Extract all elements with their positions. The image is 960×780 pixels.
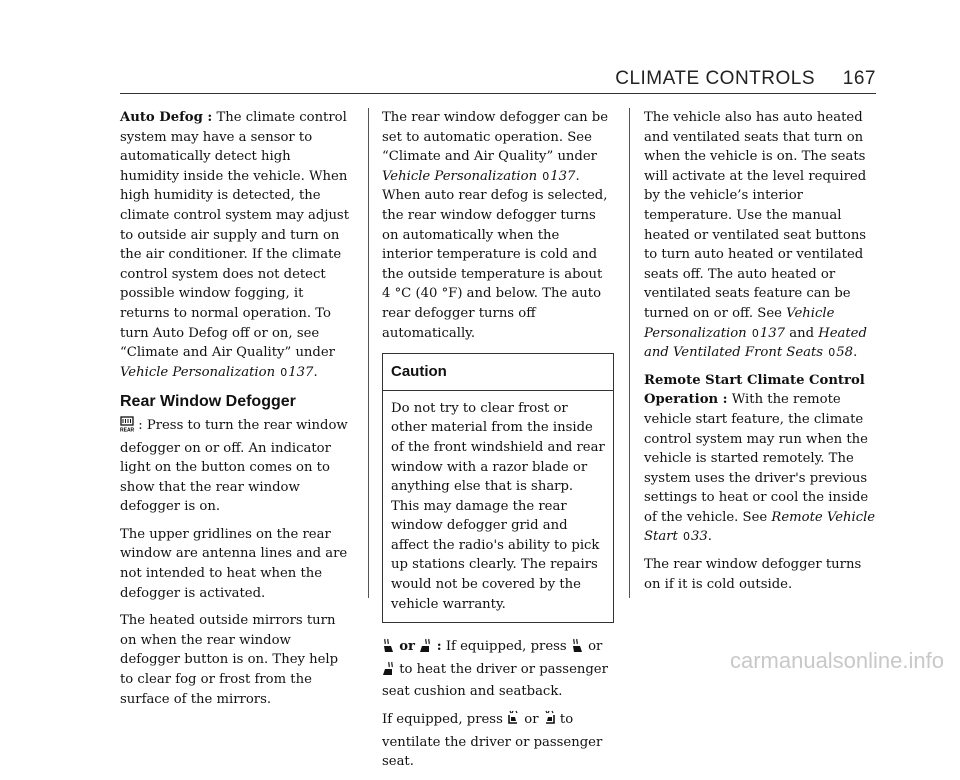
ref-link[interactable]: Vehicle Personalization: [120, 364, 276, 380]
ref-link[interactable]: Vehicle Personalization: [644, 305, 835, 341]
page-header: [615, 68, 876, 90]
column-divider: [368, 108, 369, 598]
ref-page[interactable]: 137: [550, 168, 576, 184]
page-ref-icon: 0: [280, 365, 288, 379]
header-rule: [120, 93, 876, 94]
page-ref-icon: 0: [751, 326, 759, 340]
gridlines-paragraph: The upper gridlines on the rear window are antenna lines and are not intended to heat when the defogger is activated.: [120, 526, 348, 601]
passenger-ventilated-seat-icon: [543, 710, 556, 733]
ref-link[interactable]: Heated and Ventilated Front Seats: [644, 325, 867, 361]
remote-start-label: Remote Start Climate Control Operation :: [644, 372, 865, 408]
page-number: 167: [842, 68, 876, 89]
driver-heated-seat-icon: [571, 638, 584, 660]
column-2: [382, 108, 614, 780]
page-ref-icon: 0: [683, 530, 691, 544]
passenger-heated-seat-icon: [382, 661, 395, 683]
rear-window-defogger-heading: Rear Window Defogger: [120, 393, 296, 411]
auto-defog-label: Auto Defog :: [120, 110, 213, 125]
ref-page[interactable]: 137: [288, 364, 314, 380]
ref-page[interactable]: 33: [691, 529, 708, 545]
page-ref-icon: 0: [828, 346, 836, 360]
remote-start-paragraph: Remote Start Climate Control Operation : With the remote vehicle start feature, the climate control system may run when the vehicle is started remotely. The system uses the driver's previous settings to heat or cool the inside of the vehicle. See Remote Vehicle Start 033.: [644, 372, 876, 545]
auto-defog-paragraph: Auto Defog : The climate control system may have a sensor to automatically detect high humidity inside the vehicle. When high humidity is detected, the climate control system may adjust to outside air supply and turn on the air conditioner. If the climate control system does not detect possible window fogging, it returns to normal operation. To turn Auto Defog off or on, see “Climate and Air Quality” under Vehicle Personalization 0137.: [120, 110, 350, 380]
svg-text:REAR: REAR: [120, 427, 134, 432]
page-ref-icon: 0: [542, 169, 550, 183]
rear-defog-paragraph: REAR : Press to turn the rear window defogger on or off. An indicator light on the button comes on to show that the rear window defogger is on.: [120, 417, 348, 515]
heated-seat-paragraph: or : If equipped, press or to heat the driver or passenger seat cushion and seatback.: [382, 639, 608, 700]
caution-body: Do not try to clear frost or other material from the inside of the front windshield and rear window with a razor blade or anything else that is sharp. This may damage the rear window defogger grid and affect the radio's ability to pick up stations clearly. The repairs would not be covered by the vehicle warranty.: [391, 400, 605, 612]
cold-outside-paragraph: The rear window defogger turns on if it is cold outside.: [644, 557, 862, 592]
mirrors-paragraph: The heated outside mirrors turn on when the rear window defogger button is on. They help to clear fog or frost from the surface of the mirrors.: [120, 613, 339, 707]
rear-defogger-icon: [120, 416, 134, 439]
column-3: [644, 108, 876, 602]
ref-link[interactable]: Remote Vehicle Start: [644, 509, 876, 545]
column-1: [120, 108, 352, 717]
auto-seats-paragraph: The vehicle also has auto heated and ventilated seats that turn on when the vehicle is on. The seats will activate at the level required by the vehicle’s interior temperature. Use the manual heated or ventilated seat buttons to turn auto heated or ventilated seats off. The auto heated or ventilated seats feature can be turned on or off. See Vehicle Personalization 0137 and Heated and Ventilated Front Seats 058.: [644, 110, 867, 361]
ref-link[interactable]: Vehicle Personalization: [382, 168, 538, 184]
ref-page[interactable]: 58: [836, 345, 854, 361]
column-divider: [629, 108, 630, 598]
section-title: CLIMATE CONTROLS: [615, 68, 816, 89]
caution-title: Caution: [383, 354, 613, 391]
ventilated-seat-paragraph: If equipped, press or to ventilate the driver or passenger seat.: [382, 712, 603, 770]
watermark: carmanualsonline.info: [729, 648, 944, 673]
caution-box: [382, 353, 614, 623]
driver-heated-seat-icon: [382, 638, 395, 660]
driver-ventilated-seat-icon: [507, 710, 520, 733]
auto-rear-defog-paragraph: The rear window defogger can be set to automatic operation. See “Climate and Air Quality” under Vehicle Personalization 0137. When auto rear defog is selected, the rear window defogger turns on automatically when the interior temperature is cold and the outside temperature is about 4 °C (40 °F) and below. The auto rear defogger turns off automatically.: [382, 110, 609, 341]
ref-page[interactable]: 137: [759, 325, 786, 341]
passenger-heated-seat-icon: [419, 638, 432, 660]
